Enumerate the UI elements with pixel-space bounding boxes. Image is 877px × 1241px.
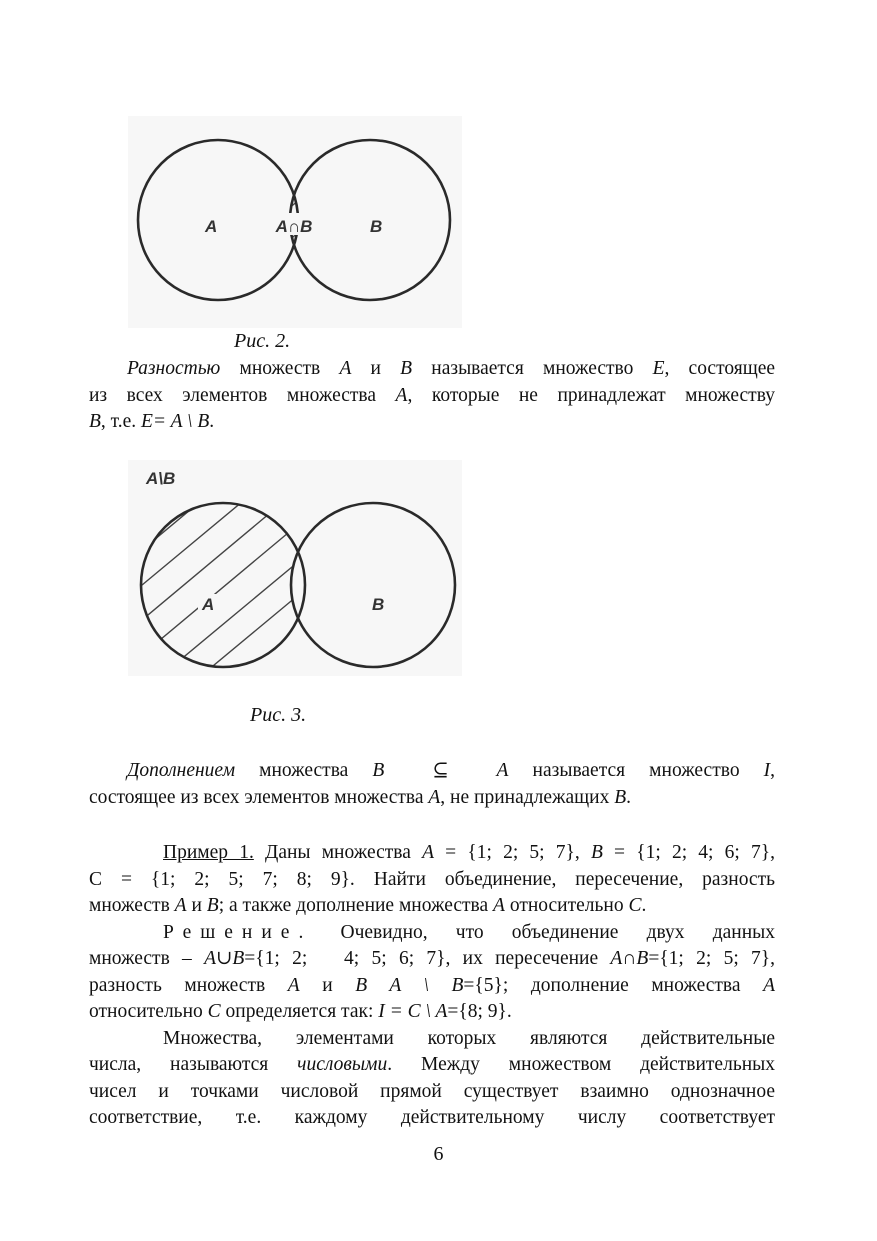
text: ={1; 2; 4; 5; 6; 7}, их пересечение (244, 948, 611, 969)
text: Даны множества (253, 842, 423, 863)
venn-intersection-diagram (128, 116, 462, 328)
text: = {1; 2; 5; 7}, (433, 842, 591, 863)
difference-hatch (128, 470, 318, 676)
var: A (174, 895, 187, 916)
text: Множества, элементами которых являются действительные (163, 1027, 775, 1049)
var: E (652, 358, 665, 379)
text: числа, называются (89, 1054, 298, 1075)
text: . (626, 786, 632, 808)
var: A (493, 895, 505, 916)
formula: E= A \ B (141, 411, 210, 432)
var: B (206, 895, 219, 916)
example-block (89, 840, 775, 1132)
var: B (614, 786, 627, 808)
var: C (628, 895, 642, 916)
text: ={1; 2; 5; 7}, (648, 948, 775, 969)
var: B (400, 358, 413, 379)
figure-caption-3: Рис. 3. (250, 704, 307, 726)
numeric-line-3: чисел и точками числовой прямой существует взаимно однозначное (89, 1080, 775, 1102)
text: называется множество (508, 760, 764, 781)
text: разность множеств (89, 974, 288, 996)
text: множеств – (89, 948, 205, 969)
term-complement: Дополнением (127, 760, 236, 781)
text: . Между множеством действительных (387, 1054, 776, 1075)
text: , состоящее (664, 358, 776, 379)
text: . (209, 411, 215, 432)
text: , (770, 760, 776, 781)
var: A (428, 786, 441, 808)
circle-b (291, 503, 455, 667)
var: B (89, 411, 101, 432)
figure-intersection (128, 116, 462, 328)
term-difference: Разностью (127, 358, 221, 379)
formula: A∩B (610, 948, 649, 969)
var: A (287, 974, 300, 996)
text: ={5}; дополнение множества (463, 974, 764, 996)
example-title: Пример 1. (163, 842, 254, 863)
var: A (395, 384, 408, 406)
circle-a (141, 503, 305, 667)
text: состоящее из всех элементов множества (89, 786, 429, 808)
page-number: 6 (433, 1143, 444, 1165)
label-a: A (205, 217, 218, 236)
text: . (641, 895, 647, 916)
label-difference: A\B (146, 469, 176, 488)
text: относительно (504, 895, 629, 916)
text: и (299, 974, 356, 996)
text: ={8; 9}. (447, 1001, 512, 1022)
var: A (763, 974, 776, 996)
text: Очевидно, что объединение двух данных (312, 921, 775, 943)
text: называется множество (412, 358, 653, 379)
var: I (763, 760, 771, 781)
numeric-line-4: соответствие, т.е. каждому действительному числу соответствует (89, 1107, 775, 1128)
text: = {1; 2; 4; 6; 7}, (602, 842, 776, 863)
text: множеств (220, 358, 340, 379)
var: A (422, 842, 434, 863)
text: и (186, 895, 207, 916)
text: , не принадлежащих (440, 786, 615, 808)
text: из всех элементов множества (89, 384, 396, 406)
formula: I = C \ A (378, 1001, 448, 1022)
text: , т.е. (100, 411, 142, 432)
text: , которые не принадлежат множеству (407, 384, 775, 406)
label-b: B (370, 217, 383, 236)
label-intersection: A∩B (275, 217, 313, 236)
label-a: A (202, 595, 215, 614)
text: определяется так: (220, 1001, 379, 1022)
difference-definition (89, 356, 775, 436)
figure-difference (128, 460, 462, 676)
var: B (590, 842, 603, 863)
solution-word: Решение. (163, 921, 313, 943)
example-line-2: C = {1; 2; 5; 7; 8; 9}. Найти объединение, пересечение, разность (89, 868, 775, 890)
term-numeric: числовыми (297, 1054, 388, 1075)
text: относительно (89, 1001, 208, 1022)
figure-caption-2: Рис. 2. (234, 330, 291, 352)
formula: B A \ B (355, 974, 464, 996)
var: A (339, 358, 352, 379)
venn-difference-diagram (128, 460, 462, 676)
text: ; а также дополнение множества (218, 895, 494, 916)
var: C (207, 1001, 221, 1022)
complement-definition (89, 758, 775, 811)
formula: B ⊆ A (372, 760, 509, 781)
text: и (351, 358, 401, 379)
formula: A∪B (204, 948, 245, 969)
text: множеств (89, 895, 175, 916)
text: множества (235, 760, 373, 781)
label-b: B (372, 595, 385, 614)
